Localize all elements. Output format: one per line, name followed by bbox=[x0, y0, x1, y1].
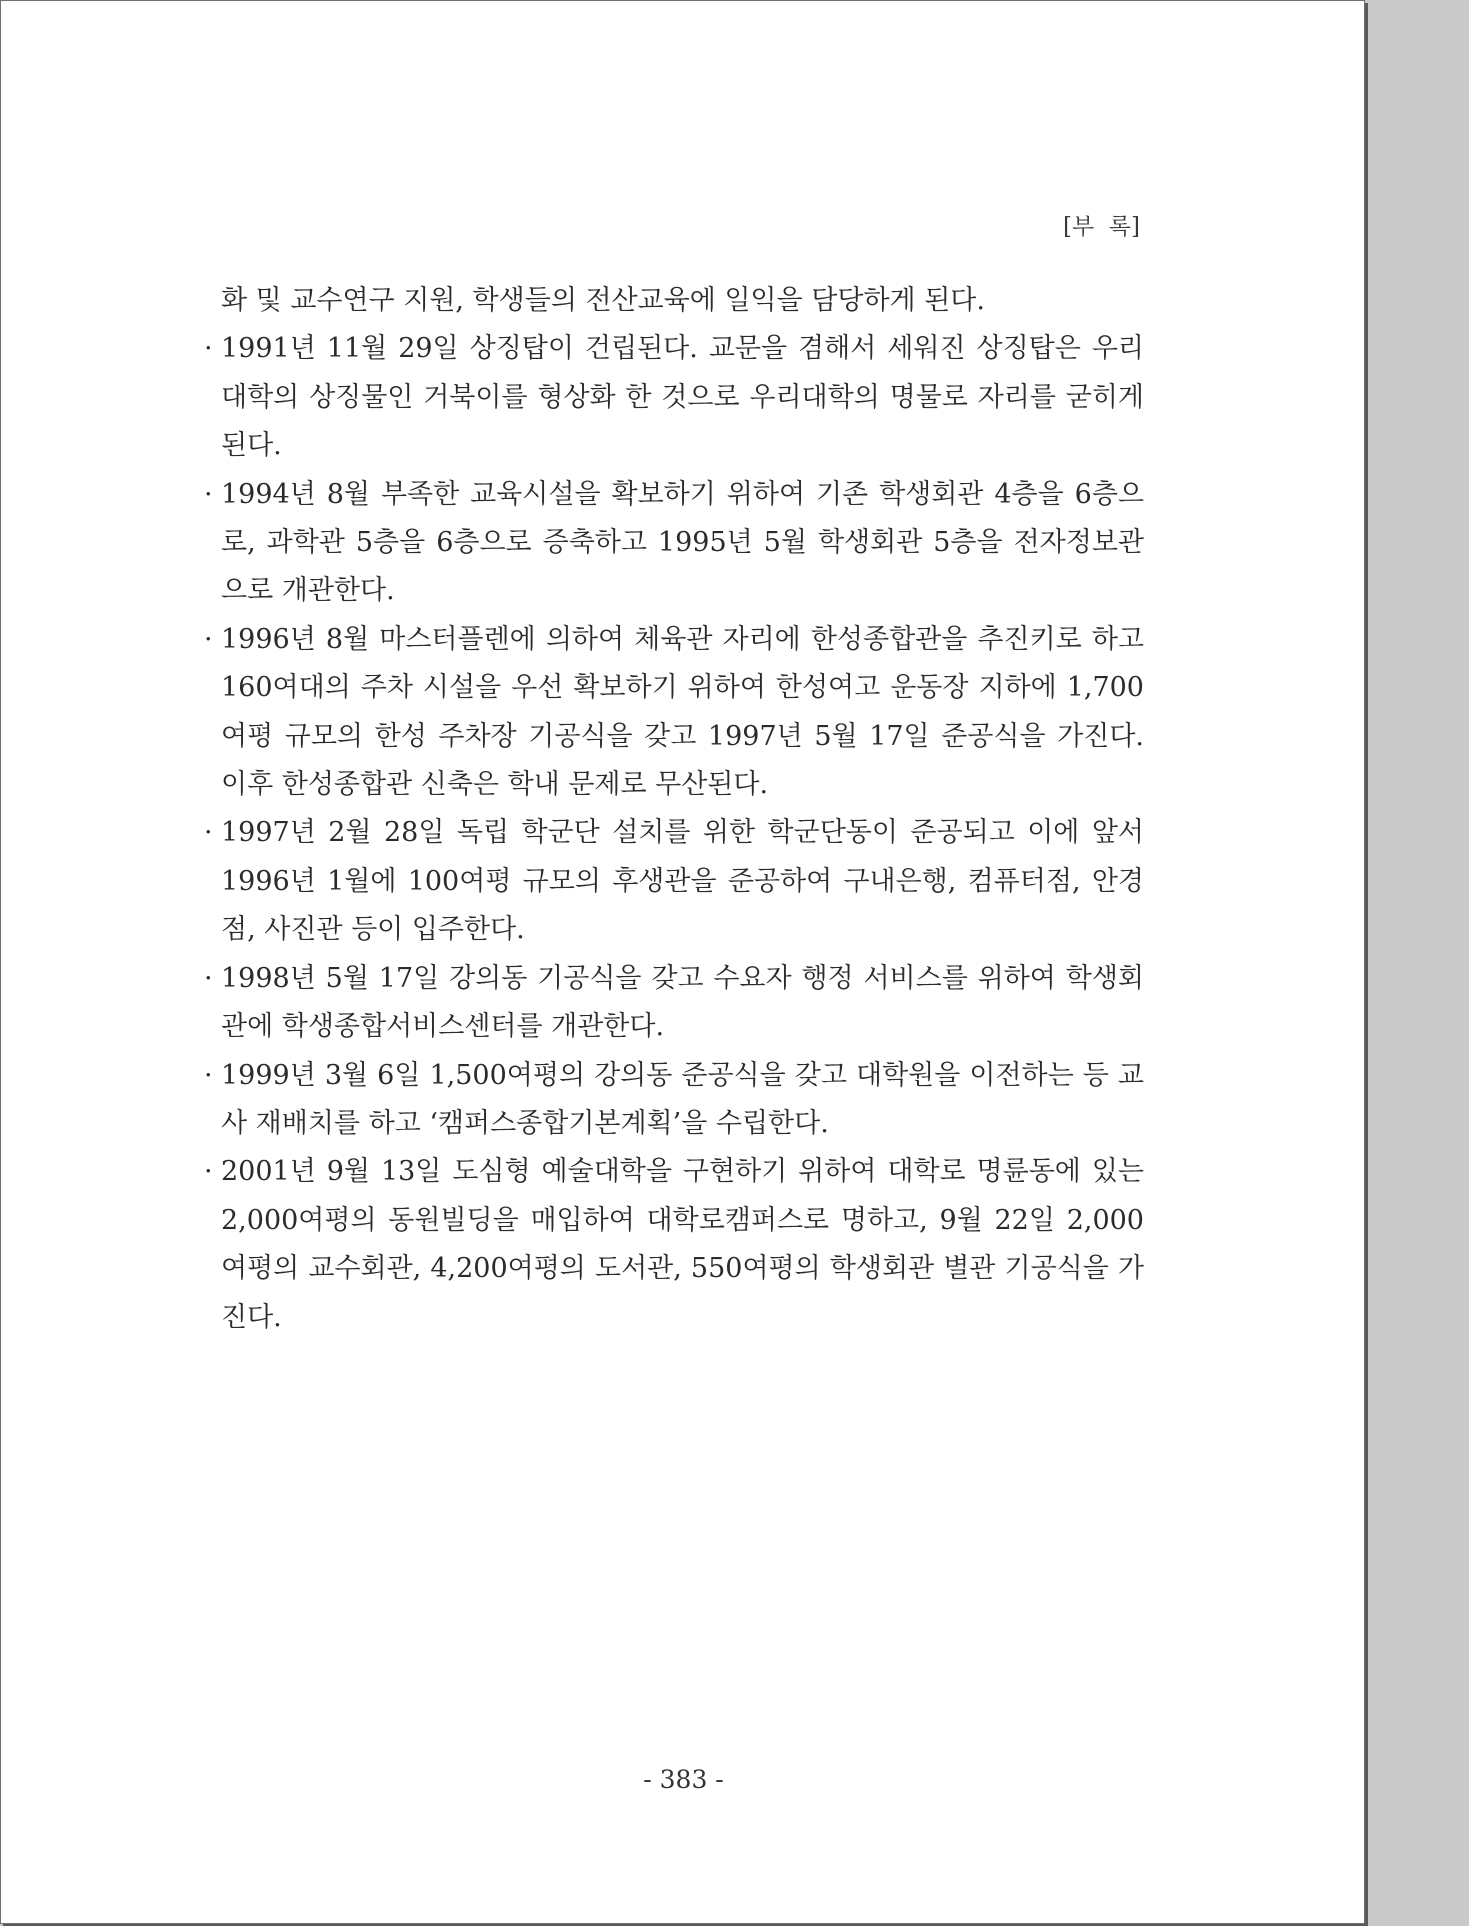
list-item bbox=[204, 616, 1144, 810]
bullet-marker: · bbox=[204, 817, 213, 849]
list-item bbox=[204, 471, 1144, 616]
list-item-text: 1996년 8월 마스터플렌에 의하여 체육관 자리에 한성종합관을 추진키로 하고 160여대의 주차 시설을 우선 확보하기 위하여 한성여고 운동장 지하에 1,700여평 규모의 한성 주차장 기공식을 갖고 1997년 5월 17일 준공식을 가진다. 이후 한성종합관 신축은 학내 문제로 무산된다. bbox=[221, 623, 1144, 801]
page-body bbox=[204, 277, 1144, 1342]
bullet-marker: · bbox=[204, 333, 213, 365]
list-item-text: 1997년 2월 28일 독립 학군단 설치를 위한 학군단동이 준공되고 이에 앞서 1996년 1월에 100여평 규모의 후생관을 준공하여 구내은행, 컴퓨터점, 안경점, 사진관 등이 입주한다. bbox=[221, 817, 1144, 946]
list-item bbox=[204, 1052, 1144, 1149]
list-item-text: 2001년 9월 13일 도심형 예술대학을 구현하기 위하여 대학로 명륜동에 있는 2,000여평의 동원빌딩을 매입하여 대학로캠퍼스로 명하고, 9월 22일 2,000여평의 교수회관, 4,200여평의 도서관, 550여평의 학생회관 별관 기공식을 가진다. bbox=[221, 1156, 1144, 1333]
list-item-text: 1991년 11월 29일 상징탑이 건립된다. 교문을 겸해서 세워진 상징탑은 우리대학의 상징물인 거북이를 형상화 한 것으로 우리대학의 명물로 자리를 굳히게 된다. bbox=[221, 333, 1144, 462]
bullet-marker: · bbox=[204, 962, 213, 994]
bullet-marker: · bbox=[204, 478, 213, 510]
bullet-marker: · bbox=[204, 1156, 213, 1188]
continuation-line: 화 및 교수연구 지원, 학생들의 전산교육에 일익을 담당하게 된다. bbox=[221, 285, 985, 316]
list-item bbox=[204, 955, 1144, 1052]
list-item bbox=[204, 1148, 1144, 1342]
section-tag: [부 록] bbox=[1062, 214, 1140, 240]
list-item-text: 1998년 5월 17일 강의동 기공식을 갖고 수요자 행정 서비스를 위하여 학생회관에 학생종합서비스센터를 개관한다. bbox=[221, 962, 1144, 1043]
bullet-marker: · bbox=[204, 623, 213, 655]
list-item-text: 1999년 3월 6일 1,500여평의 강의동 준공식을 갖고 대학원을 이전하는 등 교사 재배치를 하고 ‘캠퍼스종합기본계획’을 수립한다. bbox=[221, 1059, 1144, 1139]
list-item bbox=[204, 809, 1144, 954]
list-item bbox=[204, 325, 1144, 470]
bullet-marker: · bbox=[204, 1059, 213, 1091]
list-item-text: 1994년 8월 부족한 교육시설을 확보하기 위하여 기존 학생회관 4층을 6층으로, 과학관 5층을 6층으로 증축하고 1995년 5월 학생회관 5층을 전자정보관으로 개관한다. bbox=[221, 478, 1144, 607]
page-number: - 383 - bbox=[643, 1765, 724, 1794]
